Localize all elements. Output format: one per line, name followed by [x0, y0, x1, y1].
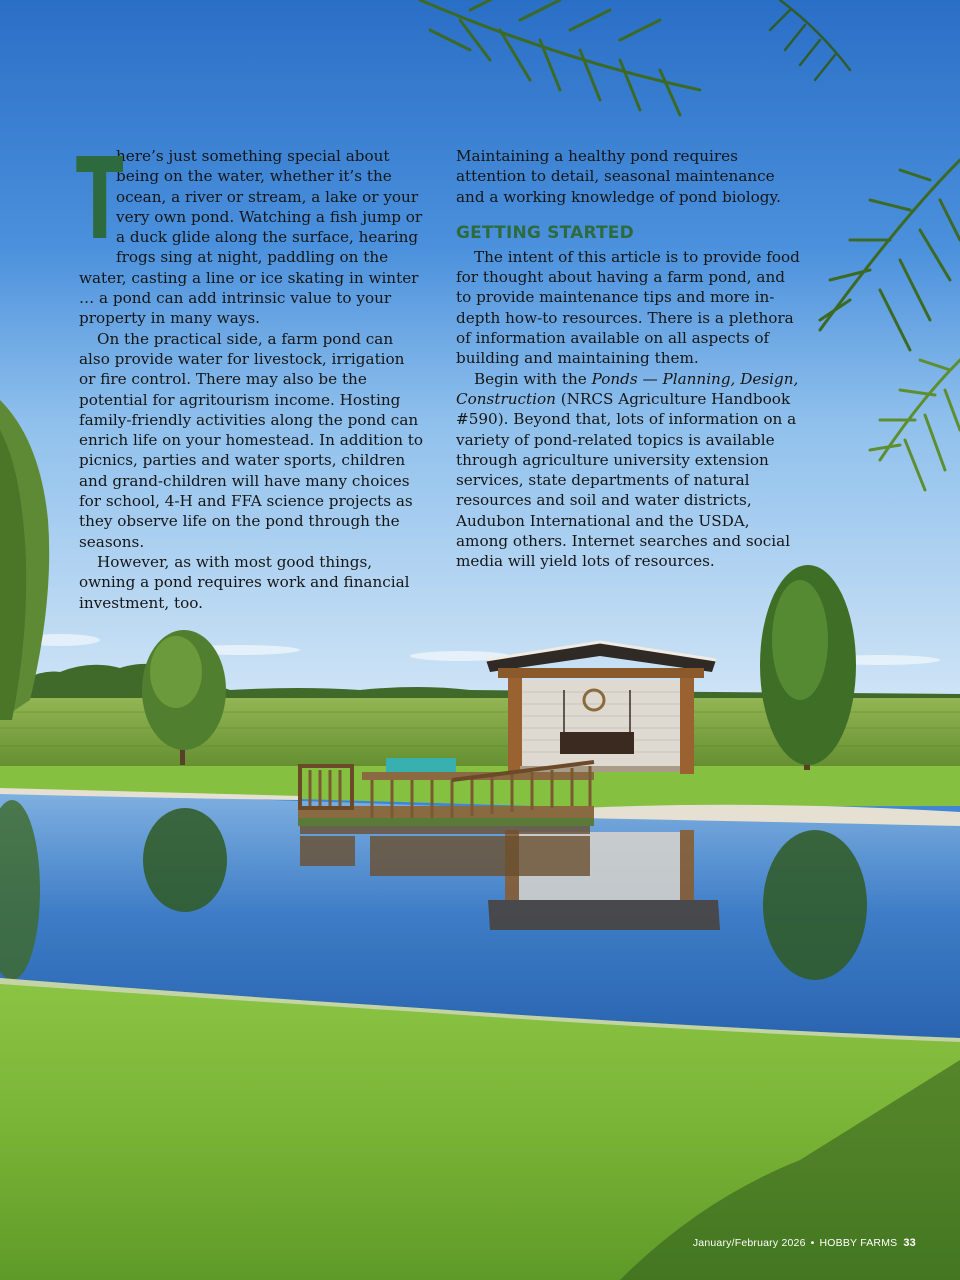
page-number: 33: [903, 1237, 916, 1249]
article-paragraph-3: However, as with most good things, owning a pond requires work and financial investment, too.: [79, 552, 410, 612]
drop-cap: T: [76, 135, 124, 265]
article-paragraph-4: Maintaining a healthy pond requires attention to detail, seasonal maintenance and a working knowledge of pond biology.: [456, 147, 781, 206]
paragraph-6-text-a: Begin with the: [474, 369, 592, 388]
article-paragraph-6: [456, 369, 801, 572]
paragraph-6-text-b: (NRCS Agriculture Handbook #590). Beyond that, lots of information on a variety of pond-related topics is available through agriculture university extension services, state departments of natural resources and soil and water districts, Audubon International and the USDA, among others. Internet searches and social media will yield lots of resources.: [456, 389, 797, 571]
handbook-title: Ponds — Planning, Design, Construction: [456, 369, 799, 408]
article-paragraph-1: [76, 135, 424, 329]
section-heading: GETTING STARTED: [456, 222, 634, 243]
footer-separator: •: [810, 1237, 815, 1249]
article-paragraph-5: The intent of this article is to provide food for thought about having a farm pond, and to provide maintenance tips and more in-depth how-to resources. There is a plethora of information available on all aspects of building and maintaining them.: [456, 247, 800, 368]
article-left-column: [76, 135, 424, 613]
issue-date: January/February 2026: [692, 1237, 806, 1249]
paragraph-1-text: here’s just something special about being on the water, whether it’s the ocean, a river or stream, a lake or your very own pond. Watching a fish jump or a duck glide along the surface, hearing frogs sing at night, paddling on the water, casting a line or ice skating in winter … a pond can add intrinsic value to your property in many ways.: [79, 147, 423, 328]
magazine-name: HOBBY FARMS: [819, 1237, 898, 1249]
page-footer: [693, 1237, 916, 1249]
article-right-column: [456, 146, 801, 572]
article-paragraph-2: On the practical side, a farm pond can also provide water for livestock, irrigation or fire control. There may also be the potential for agritourism income. Hosting family-friendly activities along the pond can enrich life on your homestead. In addition to picnics, parties and water sports, children and grand-children will have many choices for school, 4-H and FFA science projects as they observe life on the pond through the seasons.: [79, 329, 424, 551]
